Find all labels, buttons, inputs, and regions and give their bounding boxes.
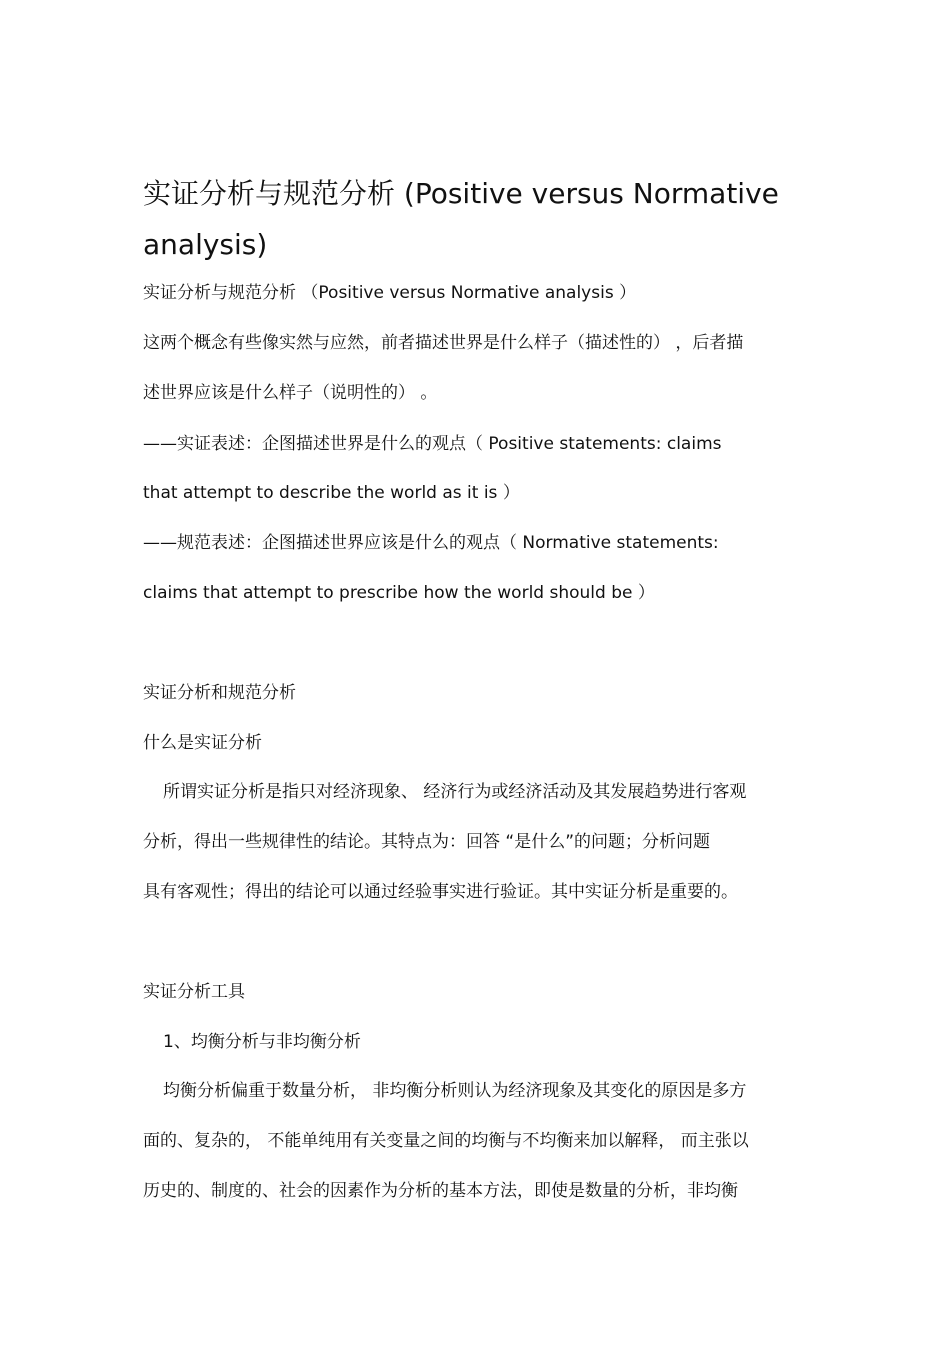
paragraph-line: 具有客观性；得出的结论可以通过经验事实进行验证。其中实证分析是重要的。 (143, 882, 738, 902)
paragraph-line: 分析，得出一些规律性的结论。其特点为：回答 “是什么”的问题；分析问题 (143, 832, 711, 852)
paragraph-line: 面的、复杂的， 不能单纯用有关变量之间的均衡与不均衡来加以解释， 而主张以 (143, 1131, 749, 1151)
positive-statement-line: that attempt to describe the world as it is ） (143, 483, 520, 503)
paragraph-line: 历史的、制度的、社会的因素作为分析的基本方法，即使是数量的分析，非均衡 (143, 1181, 738, 1201)
document-title-line-1: 实证分析与规范分析 (Positive versus Normative (143, 177, 779, 210)
normative-statement-line: claims that attempt to prescribe how the world should be ） (143, 583, 655, 603)
section-subheading: 什么是实证分析 (143, 733, 262, 753)
paragraph-line: 这两个概念有些像实然与应然，前者描述世界是什么样子（描述性的） ，后者描 (143, 333, 744, 353)
paragraph-line: 所谓实证分析是指只对经济现象、 经济行为或经济活动及其发展趋势进行客观 (163, 782, 747, 802)
document-title-line-2: analysis) (143, 228, 268, 261)
normative-statement-line: ——规范表述：企图描述世界应该是什么的观点（ Normative statements: (143, 533, 719, 553)
paragraph-line: 均衡分析偏重于数量分析， 非均衡分析则认为经济现象及其变化的原因是多方 (163, 1081, 747, 1101)
section-heading: 实证分析工具 (143, 982, 245, 1002)
section-heading: 实证分析和规范分析 (143, 683, 296, 703)
positive-statement-line: ——实证表述：企图描述世界是什么的观点（ Positive statements: claims (143, 434, 722, 454)
numbered-heading: 1、均衡分析与非均衡分析 (163, 1032, 361, 1052)
paragraph-line: 述世界应该是什么样子（说明性的） 。 (143, 383, 438, 403)
subtitle-line: 实证分析与规范分析 （Positive versus Normative analysis ） (143, 283, 637, 303)
